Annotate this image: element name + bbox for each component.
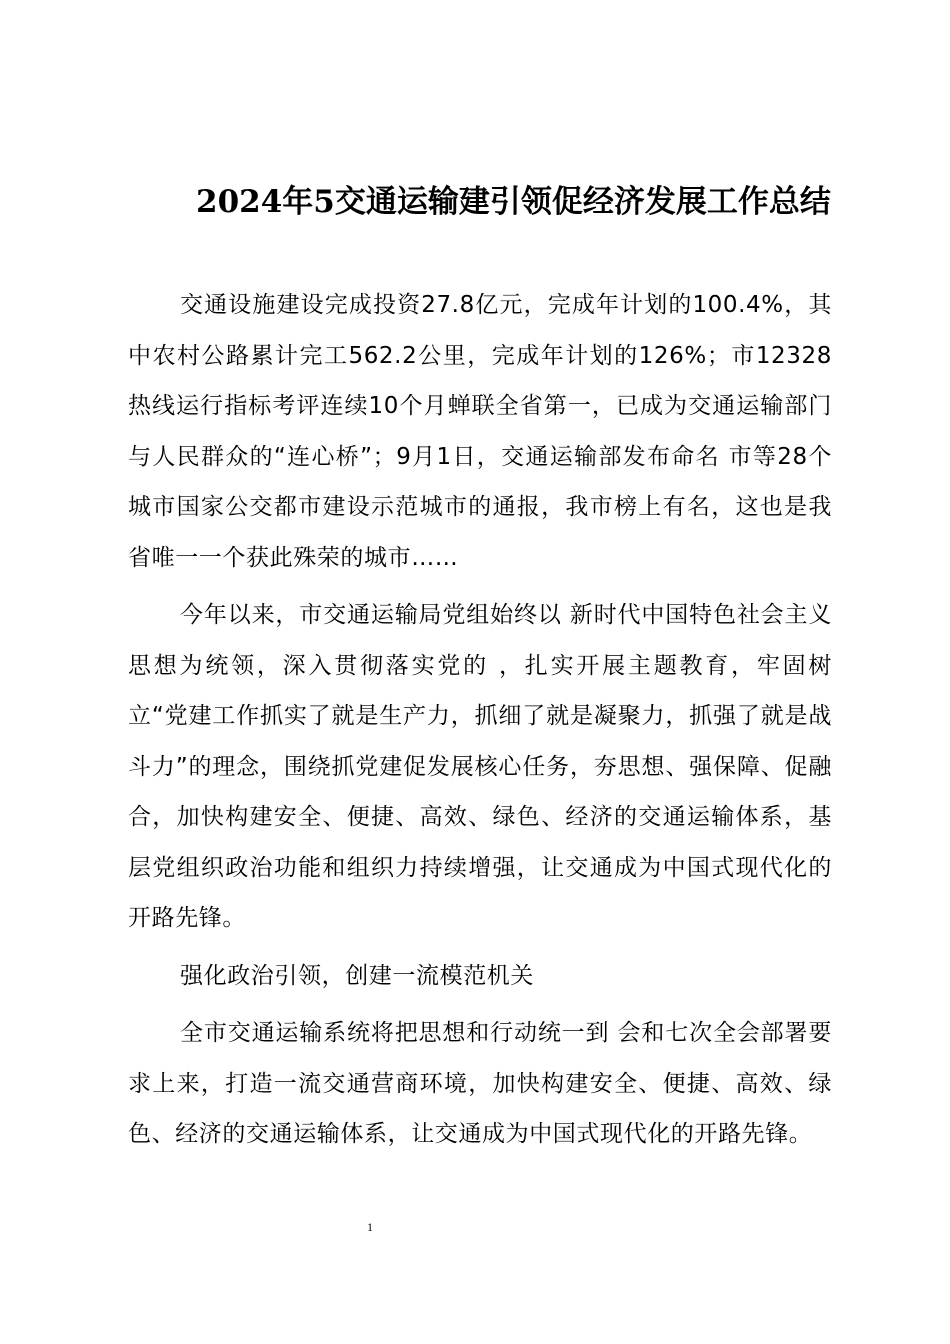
paragraph-investment-summary: 交通设施建设完成投资27.8亿元，完成年计划的100.4%，其中农村公路累计完工562.2公里，完成年计划的126%；市12328热线运行指标考评连续10个月蝉联全省第一，已成为交通运输部门与人民群众的“连心桥”；9月1日，交通运输部发布命名 市等28个城市国家公交都市建设示范城市的通报，我市榜上有名，这也是我省唯一一个获此殊荣的城市……	[128, 292, 832, 571]
document-title: 2024年5交通运输建引领促经济发展工作总结	[196, 184, 831, 220]
paragraph-section-content: 全市交通运输系统将把思想和行动统一到 会和七次全会部署要求上来，打造一流交通营商环境，加快构建安全、便捷、高效、绿色、经济的交通运输体系，让交通成为中国式现代化的开路先锋。	[128, 1020, 832, 1147]
page-number: 1	[367, 1220, 373, 1234]
paragraph-party-leadership: 今年以来，市交通运输局党组始终以 新时代中国特色社会主义思想为统领，深入贯彻落实党的 ，扎实开展主题教育，牢固树立“党建工作抓实了就是生产力，抓细了就是凝聚力，抓强了就是战斗力”的理念，围绕抓党建促发展核心任务，夯思想、强保障、促融合，加快构建安全、便捷、高效、绿色、经济的交通运输体系，基层党组织政治功能和组织力持续增强，让交通成为中国式现代化的开路先锋。	[128, 602, 832, 931]
document-body	[128, 280, 832, 1167]
section-heading: 强化政治引领，创建一流模范机关	[180, 962, 534, 989]
